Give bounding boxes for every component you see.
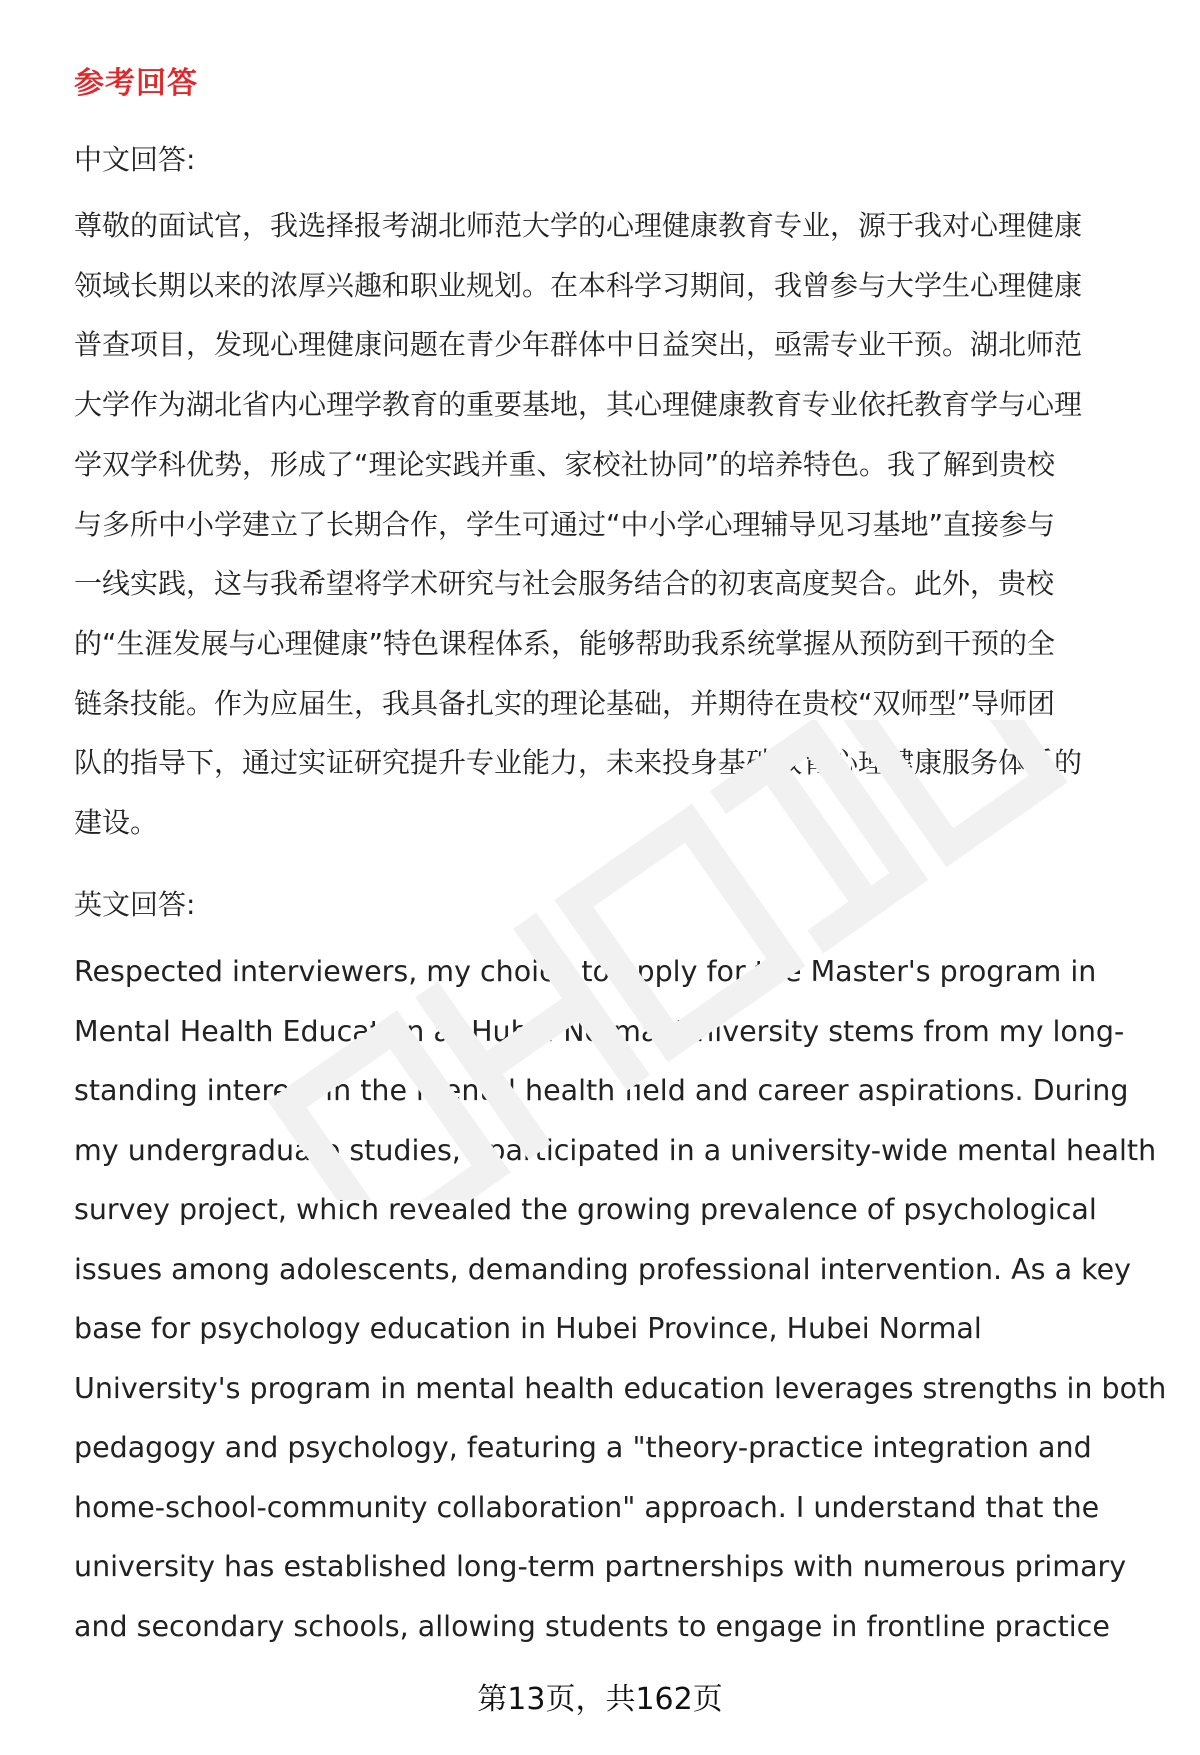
english-line: university has established long-term partnerships with numerous primary <box>74 1550 1127 1583</box>
chinese-line: 队的指导下，通过实证研究提升专业能力，未来投身基础教育心理健康服务体系的 <box>74 746 1083 780</box>
chinese-line: 尊敬的面试官，我选择报考湖北师范大学的心理健康教育专业，源于我对心理健康 <box>74 209 1083 242</box>
english-line: Mental Health Education at Hubei Normal University stems from my long- <box>74 1014 1125 1048</box>
chinese-line: 链条技能。作为应届生，我具备扎实的理论基础，并期待在贵校“双师型”导师团 <box>74 686 1056 720</box>
chinese-line: 普查项目，发现心理健康问题在青少年群体中日益突出，亟需专业干预。湖北师范 <box>74 328 1083 362</box>
english-answer-paragraph <box>74 942 1167 1656</box>
english-line: and secondary schools, allowing students to engage in frontline practice <box>74 1609 1110 1643</box>
english-line: home-school-community collaboration" approach. I understand that the <box>74 1490 1100 1524</box>
chinese-line: 的“生涯发展与心理健康”特色课程体系，能够帮助我系统掌握从预防到干预的全 <box>74 626 1056 660</box>
page-number: 第13页，共162页 <box>477 1682 723 1717</box>
english-line: University's program in mental health education leverages strengths in both <box>74 1371 1167 1405</box>
chinese-line: 学双学科优势，形成了“理论实践并重、家校社协同”的培养特色。我了解到贵校 <box>74 447 1056 481</box>
english-line: Respected interviewers, my choice to apply for the Master's program in <box>74 955 1097 988</box>
english-line: survey project, which revealed the growing prevalence of psychological <box>74 1193 1097 1226</box>
section-heading: 参考回答 <box>74 66 198 101</box>
english-line: pedagogy and psychology, featuring a "theory-practice integration and <box>74 1431 1092 1464</box>
english-line: base for psychology education in Hubei Province, Hubei Normal <box>74 1312 982 1345</box>
chinese-answer-label: 中文回答: <box>74 143 196 176</box>
chinese-line: 领域长期以来的浓厚兴趣和职业规划。在本科学习期间，我曾参与大学生心理健康 <box>74 268 1083 302</box>
chinese-line: 与多所中小学建立了长期合作，学生可通过“中小学心理辅导见习基地”直接参与 <box>74 507 1056 541</box>
chinese-line: 一线实践，这与我希望将学术研究与社会服务结合的初衷高度契合。此外，贵校 <box>74 567 1055 601</box>
chinese-line: 大学作为湖北省内心理学教育的重要基地，其心理健康教育专业依托教育学与心理 <box>74 388 1083 422</box>
chinese-answer-paragraph <box>74 196 1164 853</box>
english-answer-label: 英文回答: <box>74 888 196 921</box>
chinese-line: 建设。 <box>74 806 159 840</box>
english-line: issues among adolescents, demanding professional intervention. As a key <box>74 1252 1131 1286</box>
english-line: my undergraduate studies, I participated in a university-wide mental health <box>74 1133 1157 1167</box>
english-line: standing interest in the mental health field and career aspirations. During <box>74 1074 1129 1107</box>
